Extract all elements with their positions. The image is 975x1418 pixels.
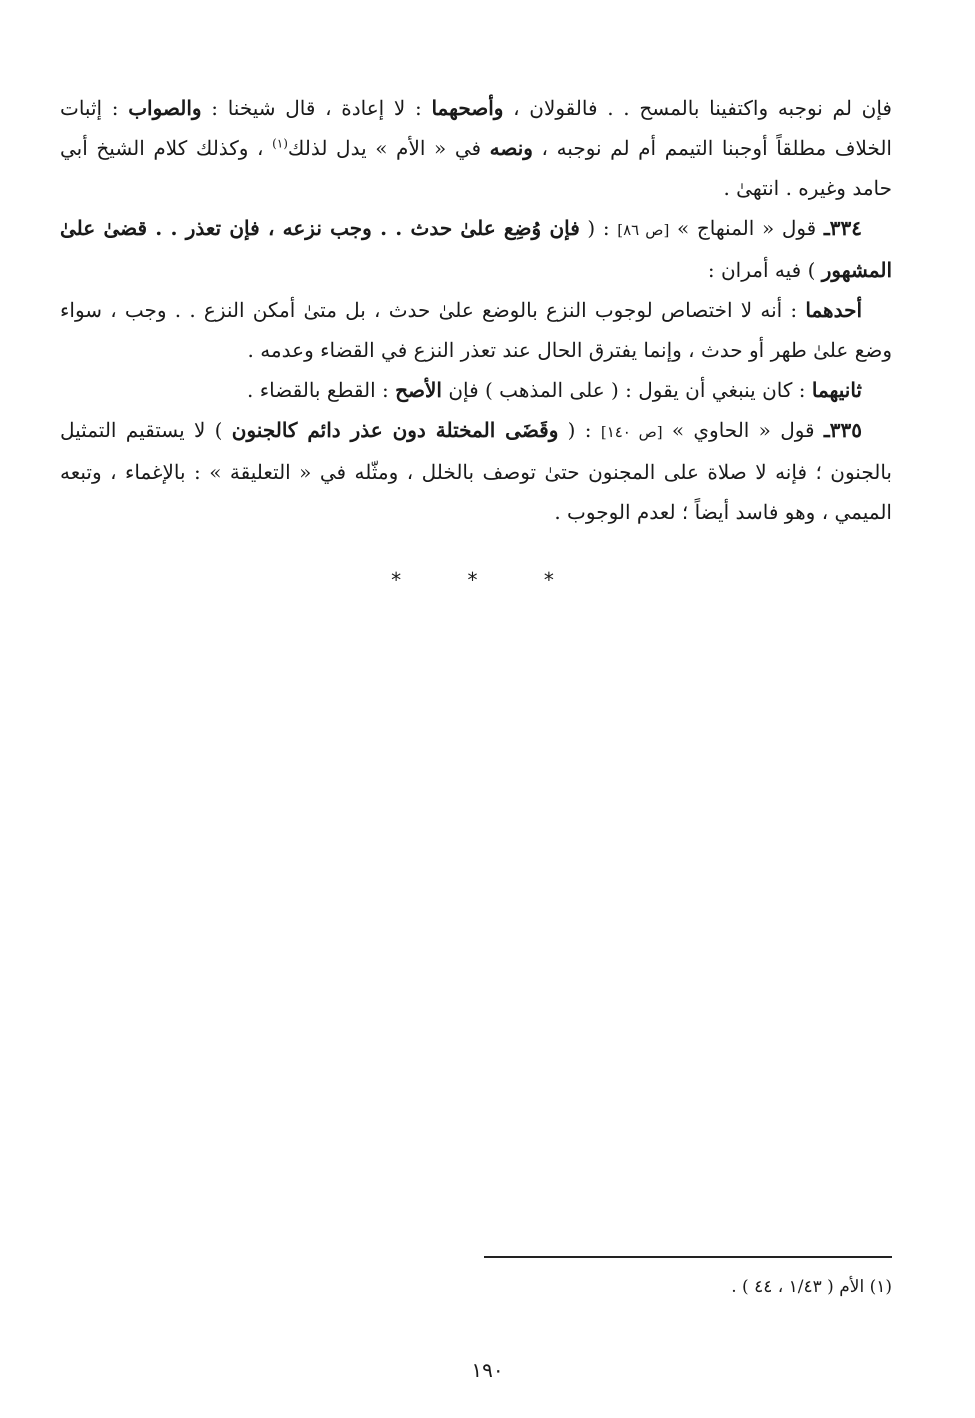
page-reference: [ص ٨٦] <box>617 221 670 239</box>
page-number: ١٩٠ <box>471 1358 504 1382</box>
text-run: : لا إعادة ، قال شيخنا : <box>201 96 432 120</box>
paragraph-2 <box>60 208 892 290</box>
section-number: ٣٣٤ـ <box>823 216 862 240</box>
bold-term: والصواب <box>128 96 202 120</box>
text-run: ) لا يستقيم التمثيل بالجنون ؛ فإنه لا صلاة على المجنون حتىٰ توصف بالخلل ، ومثّله في « التعليقة » : بالإغماء ، وتبعه الميمي ، وهو فاسد أيضاً ؛ لعدم الوجوب . <box>60 418 892 524</box>
text-run: : ( <box>579 216 618 240</box>
paragraph-3 <box>60 290 892 370</box>
paragraph-4 <box>60 370 892 410</box>
footnote-number: (١) <box>869 1277 892 1297</box>
page-reference: [ص ١٤٠] <box>600 423 663 441</box>
section-number: ٣٣٥ـ <box>823 418 863 442</box>
quoted-text: وقَضَى المختلة دون عذر دائم كالجنون <box>231 418 559 442</box>
section-separator: * * * <box>391 568 584 592</box>
text-run: : أنه لا اختصاص لوجوب النزع بالوضع علىٰ حدث ، بل متىٰ أمكن النزع . . وجب ، سواء وضع علىٰ طهر أو حدث ، وإنما يفترق الحال عند تعذر النزع في القضاء وعدمه . <box>60 298 892 362</box>
main-text <box>60 88 892 532</box>
text-run: قول « الحاوي » <box>662 418 824 442</box>
bold-term: وأصحهما <box>431 96 504 120</box>
paragraph-5 <box>60 410 892 532</box>
text-run: : كان ينبغي أن يقول : ( على المذهب ) فإن <box>441 378 812 402</box>
bold-term: الأصح <box>395 378 442 402</box>
text-run: ، وكذلك كلام الشيخ أبي حامد وغيره . انتهىٰ . <box>60 136 892 200</box>
bold-term: ثانيهما <box>811 378 862 402</box>
paragraph-1 <box>60 88 892 208</box>
footnote <box>292 1272 892 1302</box>
text-run: قول « المنهاج » <box>669 216 824 240</box>
footnote-reference[interactable]: (١) <box>272 136 288 151</box>
text-run: فإن لم نوجبه واكتفينا بالمسح . . فالقولان ، <box>503 96 892 120</box>
text-run: : القطع بالقضاء . <box>247 378 396 402</box>
bold-term: أحدهما <box>805 298 862 322</box>
text-run: : ( <box>558 418 601 442</box>
footnote-text: الأم ( ١/٤٣ ، ٤٤ ) . <box>731 1277 865 1297</box>
bold-term: ونصه <box>489 136 533 160</box>
footnote-divider <box>484 1256 892 1258</box>
text-run: : إثبات الخلاف مطلقاً أوجبنا التيمم أم لم نوجبه ، <box>60 96 892 160</box>
quoted-text: فإن وُضِع علىٰ حدث . . وجب نزعه ، فإن تعذر . . قضىٰ علىٰ المشهور <box>60 216 892 282</box>
text-run: ) فيه أمران : <box>707 258 822 282</box>
text-run: في « الأم » يدل لذلك <box>287 136 490 160</box>
